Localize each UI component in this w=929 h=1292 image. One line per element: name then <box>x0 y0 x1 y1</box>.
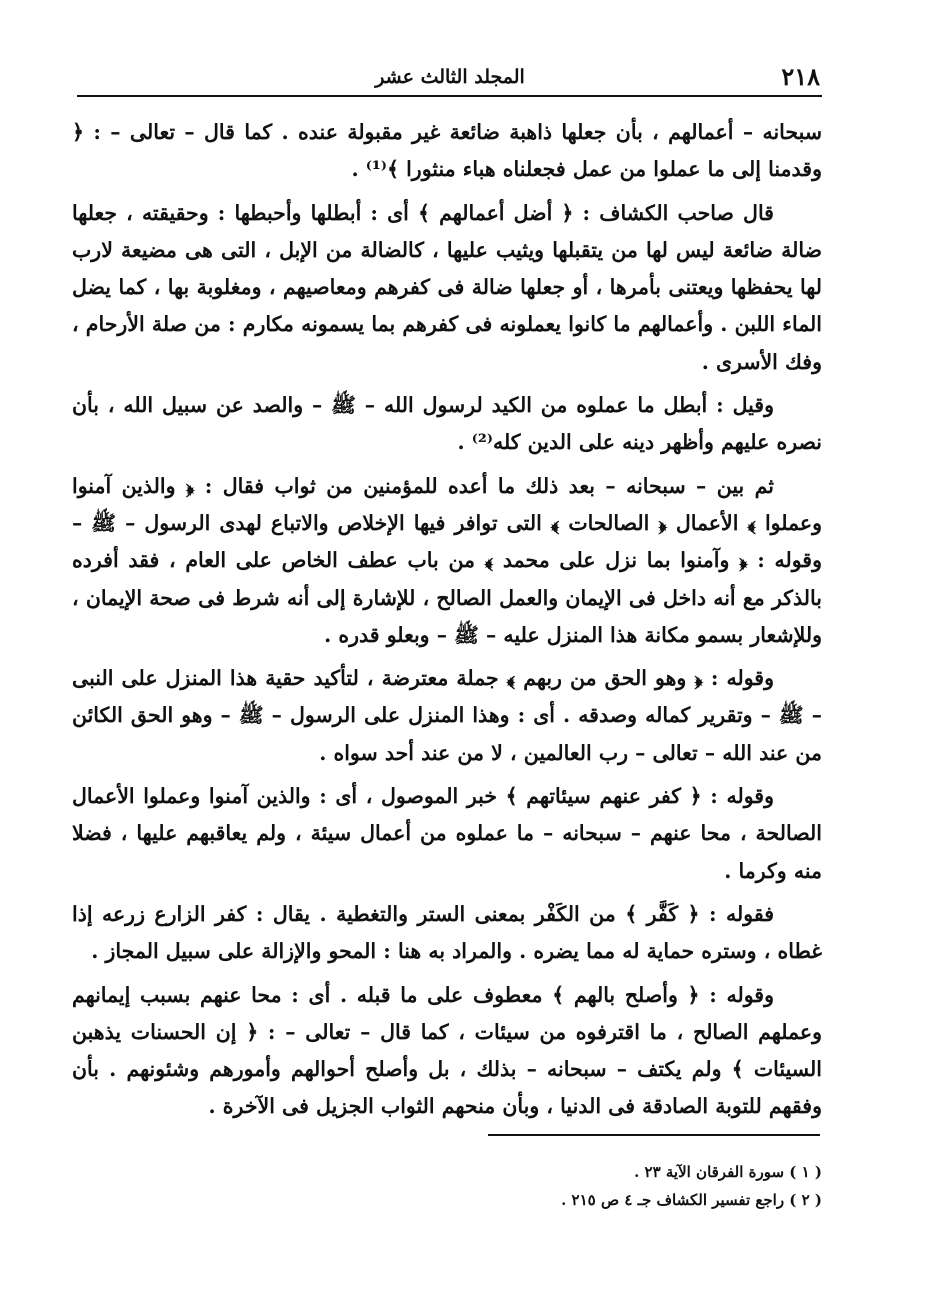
header-rule <box>77 95 822 97</box>
running-head <box>80 60 820 94</box>
footnote: ( ١ ) سورة الفرقان الآية ٢٣ . <box>634 1163 822 1181</box>
footnote: ( ٢ ) راجع تفسير الكشاف جـ ٤ ص ٢١٥ . <box>561 1191 822 1209</box>
paragraph: فقوله : ﴿ كَفَّر ﴾ من الكَفْر بمعنى الستر والتغطية . يقال : كفر الزارع زرعه إذا غطاه ، وستره حماية له مما يضره . والمراد به هنا : المحو والإزالة على سبيل المجاز . <box>72 901 822 964</box>
paragraph: وقيل : أبطل ما عملوه من الكيد لرسول الله – ﷺ – والصد عن سبيل الله ، بأن نصره عليهم وأظهر دينه على الدين كله⁽²⁾ . <box>72 393 822 455</box>
main-text <box>72 114 822 1132</box>
paragraph: وقوله : ﴿ وأصلح بالهم ﴾ معطوف على ما قبله . أى : محا عنهم بسبب إيمانهم وعملهم الصالح ، ما اقترفوه من سيئات ، كما قال – تعالى – : ﴿ إن الحسنات يذهبن السيئات ﴾ ولم يكتف – سبحانه – بذلك ، بل وأصلح أحوالهم وأمورهم وشئونهم . بأن وفقهم للتوبة الصادقة فى الدنيا ، وبأن منحهم الثواب الجزيل فى الآخرة . <box>72 982 822 1119</box>
paragraph: وقوله : ﴿ كفر عنهم سيئاتهم ﴾ خبر الموصول ، أى : والذين آمنوا وعملوا الأعمال الصالحة ، محا عنهم – سبحانه – ما عملوه من أعمال سيئة ، ولم يعاقبهم عليها ، فضلا منه وكرما . <box>72 784 822 883</box>
footnotes <box>300 1158 822 1214</box>
paragraph: قال صاحب الكشاف : ﴿ أضل أعمالهم ﴾ أى : أبطلها وأحبطها : وحقيقته ، جعلها ضالة ضائعة ليس لها من يتقبلها ويثيب عليها ، كالضالة من الإبل ، التى هى مضيعة لارب لها يحفظها ويعتنى بأمرها ، أو جعلها ضالة فى كفرهم ومعاصيهم ، ومغلوبة بها ، كما يضل الماء اللبن . وأعمالهم ما كانوا يعملونه فى كفرهم بما يسمونه مكارم : من صلة الأرحام ، وفك الأسرى . <box>72 200 822 374</box>
footnote-rule <box>488 1134 820 1136</box>
paragraph: ثم بين – سبحانه – بعد ذلك ما أعده للمؤمنين من ثواب فقال : ﴿ والذين آمنوا وعملوا ﴾ الأعمال ﴿ الصالحات ﴾ التى توافر فيها الإخلاص والاتباع لهدى الرسول – ﷺ – وقوله : ﴿ وآمنوا بما نزل على محمد ﴾ من باب عطف الخاص على العام ، فقد أفرده بالذكر مع أنه داخل فى الإيمان والعمل الصالح ، للإشارة إلى أنه شرط فى صحة الإيمان ، وللإشعار بسمو مكانة هذا المنزل عليه – ﷺ – وبعلو قدره . <box>72 473 822 647</box>
paragraph: وقوله : ﴿ وهو الحق من ربهم ﴾ جملة معترضة ، لتأكيد حقية هذا المنزل على النبى – ﷺ – وتقرير كماله وصدقه . أى : وهذا المنزل على الرسول – ﷺ – وهو الحق الكائن من عند الله – تعالى – رب العالمين ، لا من عند أحد سواه . <box>72 666 822 765</box>
paragraph: سبحانه – أعمالهم ، بأن جعلها ذاهبة ضائعة غير مقبولة عنده . كما قال – تعالى – : ﴿ وقدمنا إلى ما عملوا من عمل فجعلناه هباء منثورا ﴾⁽¹⁾ . <box>72 120 822 182</box>
page-number: ٢١٨ <box>781 62 820 91</box>
volume-title: المجلد الثالث عشر <box>375 66 525 88</box>
